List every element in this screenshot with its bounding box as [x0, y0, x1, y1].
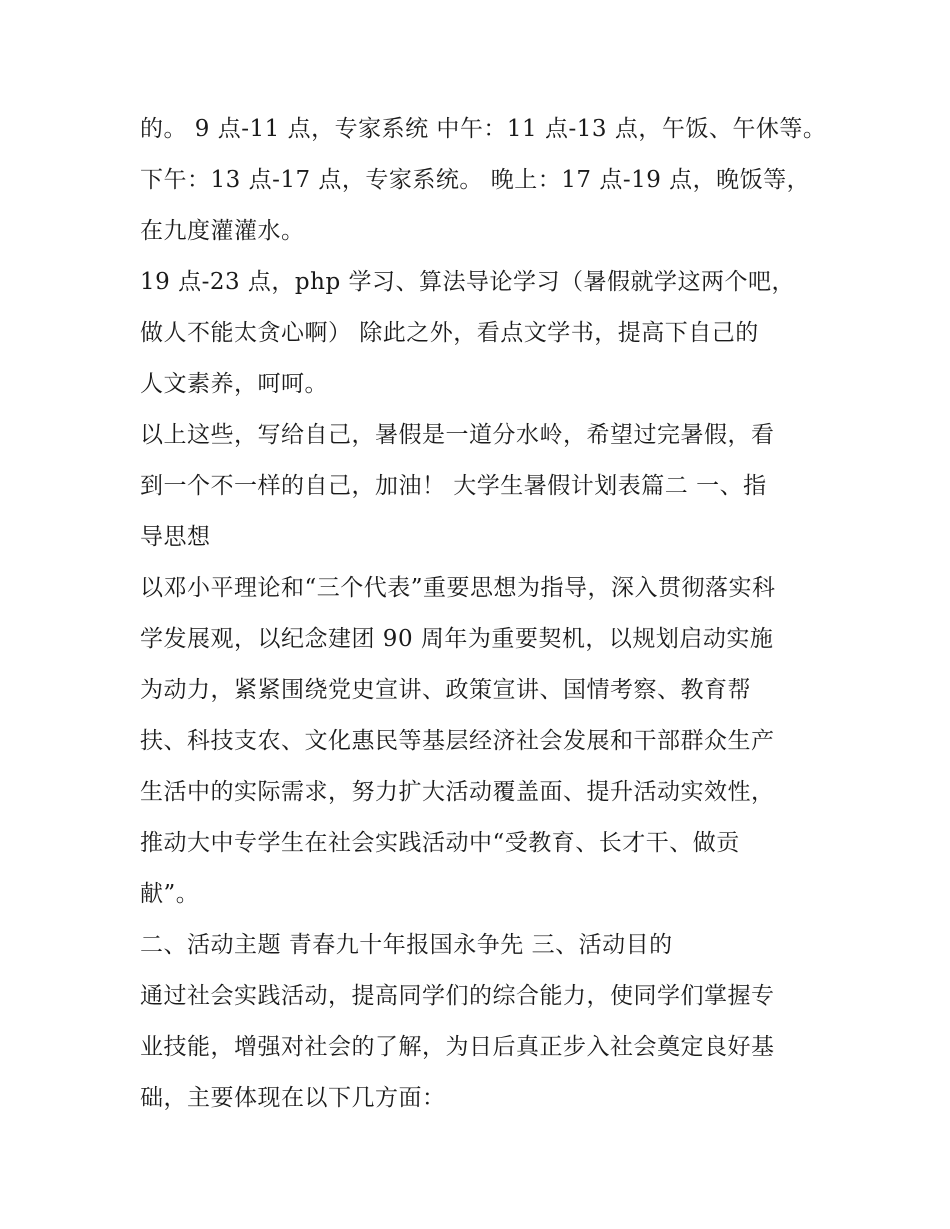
- text-line: 19 点-23 点，php 学习、算法导论学习（暑假就学这两个吧，: [140, 269, 795, 295]
- text-line: 做人不能太贪心啊） 除此之外，看点文学书，提高下自己的: [140, 320, 759, 346]
- text-line: 下午：13 点-17 点，专家系统。 晚上：17 点-19 点，晚饭等，: [140, 167, 811, 193]
- text-line: 通过社会实践活动，提高同学们的综合能力，使同学们掌握专: [140, 983, 775, 1009]
- text-line: 二、活动主题 青春九十年报国永争先 三、活动目的: [140, 932, 673, 958]
- text-line: 到一个不一样的自己，加油！ 大学生暑假计划表篇二 一、指: [140, 473, 767, 499]
- text-line: 人文素养，呵呵。: [140, 371, 328, 397]
- text-line: 在九度灌灌水。: [140, 218, 305, 244]
- text-line: 为动力，紧紧围绕党史宣讲、政策宣讲、国情考察、教育帮: [140, 677, 751, 703]
- text-line: 以邓小平理论和“三个代表”重要思想为指导，深入贯彻落实科: [140, 575, 776, 601]
- text-line: 推动大中专学生在社会实践活动中“受教育、长才干、做贡: [140, 830, 740, 856]
- text-line: 以上这些，写给自己，暑假是一道分水岭，希望过完暑假，看: [140, 422, 775, 448]
- text-line: 业技能，增强对社会的了解，为日后真正步入社会奠定良好基: [140, 1034, 775, 1060]
- text-line: 导思想: [140, 524, 211, 550]
- text-line: 学发展观，以纪念建团 90 周年为重要契机，以规划启动实施: [140, 626, 774, 652]
- text-line: 生活中的实际需求，努力扩大活动覆盖面、提升活动实效性，: [140, 779, 775, 805]
- text-line: 扶、科技支农、文化惠民等基层经济社会发展和干部群众生产: [140, 728, 775, 754]
- text-line: 础，主要体现在以下几方面：: [140, 1085, 446, 1111]
- text-line: 的。 9 点-11 点，专家系统 中午：11 点-13 点，午饭、午休等。: [140, 116, 827, 142]
- text-line: 献”。: [140, 881, 200, 907]
- body-text: [140, 104, 830, 1124]
